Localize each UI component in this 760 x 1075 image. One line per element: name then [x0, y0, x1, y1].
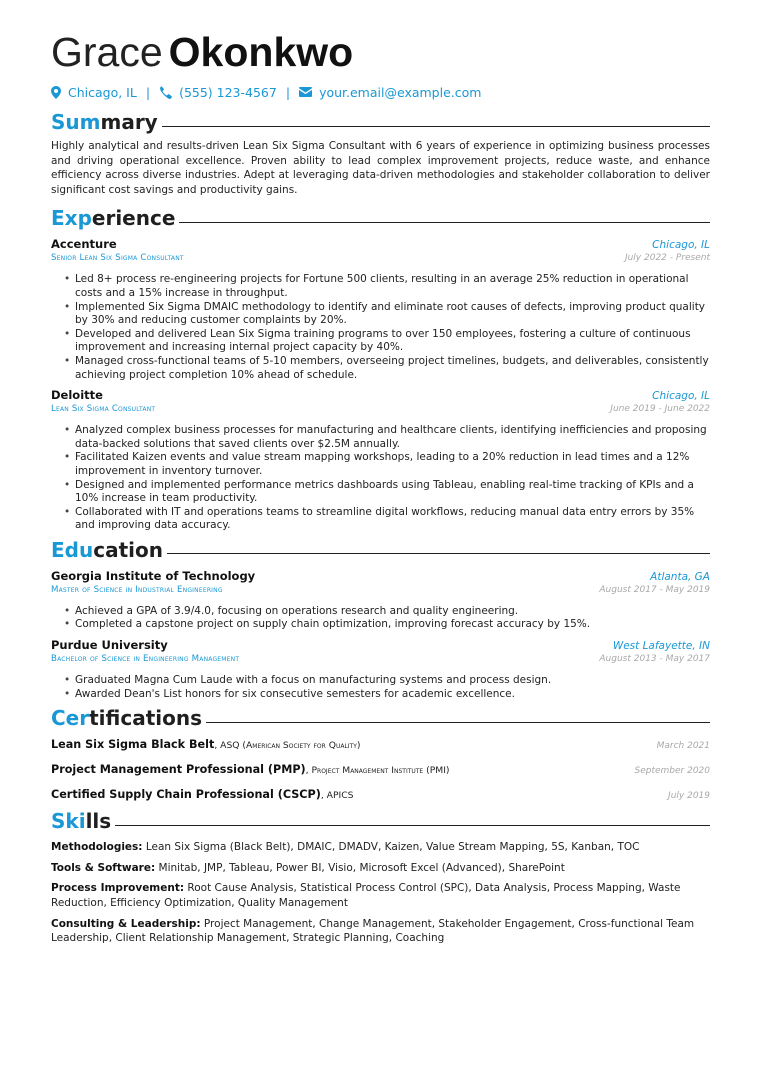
- map-pin-icon: [51, 86, 61, 99]
- employer-name: Accenture: [51, 237, 117, 252]
- skill-items: Root Cause Analysis, Statistical Process Control (SPC), Data Analysis, Process Mapping, Waste Reduction, Efficiency Optimization, Quality Management: [51, 882, 681, 910]
- envelope-icon: [299, 87, 312, 97]
- email-link[interactable]: your.email@example.com: [319, 84, 482, 100]
- education-section-heading: [51, 537, 710, 563]
- skill-row: [51, 840, 710, 855]
- section-title: Skills: [51, 809, 112, 834]
- location-text: Chicago, IL: [68, 84, 137, 100]
- skill-items: Project Management, Change Management, Stakeholder Engagement, Cross-functional Team Leadership, Client Relationship Management, Strategic Planning, Coaching: [51, 917, 695, 945]
- certification-item: Project Management Professional (PMP), Project Management Institute (PMI) September 2020: [51, 763, 710, 777]
- skills-section-heading: [51, 808, 710, 834]
- certification-issuer: APICS: [326, 790, 354, 802]
- bullet-item: • Facilitated Kaizen events and value stream mapping workshops, leading to a 20% reduction in lead times and a 12% improvement in inventory turnover.: [75, 451, 710, 478]
- phone-text: (555) 123-4567: [179, 84, 277, 100]
- bullet-item: • Analyzed complex business processes for manufacturing and healthcare clients, identifying inefficiencies and proposing data-backed solutions that saved clients over $2.5M annually.: [75, 424, 710, 451]
- skill-row: [51, 917, 710, 946]
- entry-location: Chicago, IL: [652, 390, 710, 403]
- degree: Bachelor of Science in Engineering Management: [51, 654, 240, 665]
- name-heading: [51, 28, 710, 76]
- skill-row: [51, 881, 710, 910]
- section-divider: [179, 222, 710, 223]
- employer-name: Deloitte: [51, 388, 103, 403]
- job-title: Lean Six Sigma Consultant: [51, 404, 156, 415]
- bullet-item: • Implemented Six Sigma DMAIC methodology to identify and eliminate root causes of defects, improving product quality by 30% and reducing customer complaints by 20%.: [75, 301, 710, 328]
- bullet-item: • Achieved a GPA of 3.9/4.0, focusing on operations research and quality engineering.: [75, 605, 710, 619]
- skill-row: [51, 861, 710, 876]
- phone-icon: [159, 86, 172, 99]
- section-divider: [162, 126, 710, 127]
- bullet-item: • Designed and implemented performance metrics dashboards using Tableau, enabling real-time tracking of KPIs and a 10% increase in team productivity.: [75, 479, 710, 506]
- bullet-item: • Collaborated with IT and operations teams to streamline digital workflows, reducing manual data entry errors by 35% and improving data accuracy.: [75, 506, 710, 533]
- section-title: Summary: [51, 110, 158, 134]
- bullet-item: • Developed and delivered Lean Six Sigma training programs to over 150 employees, fostering a culture of continuous improvement and increasing internal project capacity by 40%.: [75, 328, 710, 355]
- entry-location: West Lafayette, IN: [612, 640, 710, 653]
- degree: Master of Science in Industrial Engineering: [51, 584, 223, 595]
- entry-location: Chicago, IL: [652, 239, 710, 252]
- school-name: Georgia Institute of Technology: [51, 568, 256, 583]
- summary-text: Highly analytical and results-driven Lean Six Sigma Consultant with 6 years of experience in optimizing business processes and driving operational excellence. Proven ability to lead complex improvement projects, reduce waste, and enhance efficiency across diverse industries. Adept at leveraging data-driven methodologies and stakeholder collaboration to deliver significant cost savings and productivity gains.: [51, 140, 710, 196]
- bullet-item: • Led 8+ process re-engineering projects for Fortune 500 clients, resulting in an average 25% reduction in operational costs and a 15% increase in throughput.: [75, 273, 710, 300]
- section-divider: [167, 553, 710, 554]
- certification-issuer: Project Management Institute (PMI): [311, 765, 450, 777]
- bullet-item: • Graduated Magna Cum Laude with a focus on manufacturing systems and process design.: [75, 674, 710, 688]
- entry-location: Atlanta, GA: [650, 570, 710, 583]
- education-entry: [51, 638, 710, 701]
- certifications-section-heading: [51, 705, 710, 731]
- skill-items: Lean Six Sigma (Black Belt), DMAIC, DMADV, Kaizen, Value Stream Mapping, 5S, Kanban, TOC: [145, 841, 640, 854]
- contact-location: [51, 85, 137, 100]
- contact-phone: [159, 85, 277, 100]
- skill-category: Tools & Software:: [51, 861, 156, 874]
- experience-section-heading: [51, 205, 710, 231]
- certification-item: Lean Six Sigma Black Belt, ASQ (American Society for Quality) March 2021: [51, 738, 710, 752]
- education-entry: [51, 569, 710, 632]
- summary-section-heading: [51, 109, 710, 135]
- last-name: Okonkwo: [168, 29, 354, 75]
- school-name: Purdue University: [51, 638, 168, 653]
- certification-date: July 2019: [668, 791, 710, 802]
- certification-date: September 2020: [634, 766, 710, 777]
- bullet-item: • Managed cross-functional teams of 5-10 members, overseeing project timelines, budgets, and deliverables, consistently achieving project completion 10% ahead of schedule.: [75, 355, 710, 382]
- contact-email[interactable]: [299, 85, 481, 100]
- resume: [51, 28, 710, 946]
- bullet-list: [51, 674, 710, 701]
- certification-name: Lean Six Sigma Black Belt: [51, 738, 215, 752]
- certifications-list: [51, 733, 710, 808]
- first-name: Grace: [51, 29, 163, 75]
- contact-separator: |: [145, 84, 151, 100]
- entry-date: July 2022 - Present: [624, 253, 710, 264]
- section-title: Certifications: [51, 706, 202, 731]
- section-divider: [115, 825, 710, 826]
- section-divider: [206, 722, 710, 723]
- certification-name: Project Management Professional (PMP): [51, 763, 306, 777]
- entry-date: June 2019 - June 2022: [610, 404, 710, 415]
- certification-name: Certified Supply Chain Professional (CSCP): [51, 788, 321, 802]
- experience-entry: [51, 388, 710, 533]
- skill-items: Minitab, JMP, Tableau, Power BI, Visio, Microsoft Excel (Advanced), SharePoint: [158, 861, 565, 874]
- bullet-list: [51, 424, 710, 533]
- contact-separator: |: [285, 84, 291, 100]
- certification-date: March 2021: [656, 741, 710, 752]
- skill-category: Methodologies:: [51, 841, 143, 854]
- certification-item: Certified Supply Chain Professional (CSCP), APICS July 2019: [51, 788, 710, 802]
- entry-date: August 2013 - May 2017: [599, 654, 710, 665]
- contact-info: [51, 81, 710, 103]
- skill-category: Consulting & Leadership:: [51, 917, 201, 930]
- bullet-list: [51, 273, 710, 382]
- bullet-item: • Completed a capstone project on supply chain optimization, improving forecast accuracy by 15%.: [75, 618, 710, 632]
- job-title: Senior Lean Six Sigma Consultant: [51, 253, 184, 264]
- certification-issuer: ASQ (American Society for Quality): [220, 740, 361, 752]
- skill-category: Process Improvement:: [51, 882, 185, 895]
- entry-date: August 2017 - May 2019: [599, 584, 710, 595]
- experience-entry: [51, 237, 710, 382]
- section-title: Education: [51, 537, 163, 562]
- section-title: Experience: [51, 206, 176, 231]
- bullet-item: • Awarded Dean's List honors for six consecutive semesters for academic excellence.: [75, 688, 710, 702]
- bullet-list: [51, 605, 710, 632]
